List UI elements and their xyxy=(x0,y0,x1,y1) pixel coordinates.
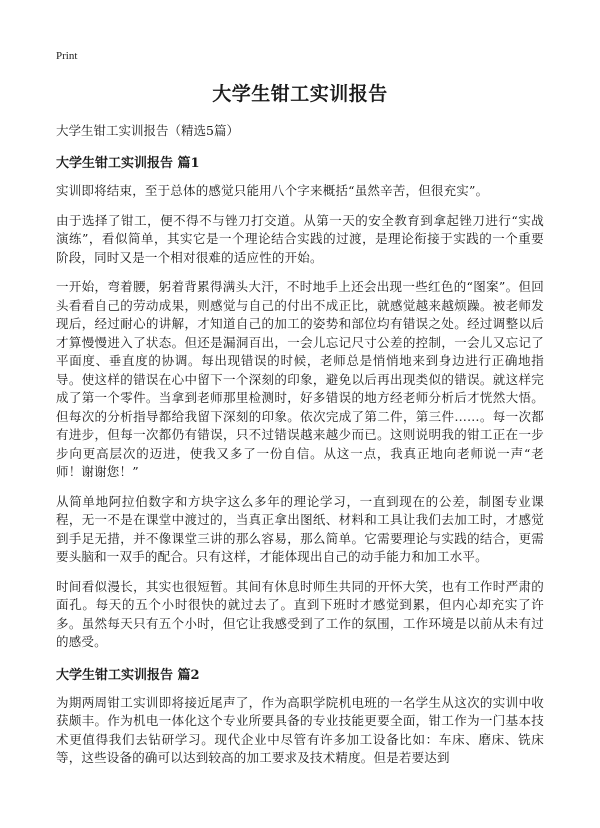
paragraph: 一开始，弯着腰，躬着背累得满头大汗，不时地手上还会出现一些红色的“图案”。但回头看看自己的劳动成果，则感觉与自己的付出不成正比，就感觉越来越烦躁。被老师发现后，经过耐心的讲解，才知道自己的加工的姿势和部位均有错误之处。经过调整以后才算慢慢进入了状态。但还是漏洞百出，一会儿忘记尺寸公差的控制，一会儿又忘记了平面度、垂直度的协调。每出现错误的时候，老师总是悄悄地来到身边进行正确地指导。使这样的错误在心中留下一个深刻的印象，避免以后再出现类似的错误。就这样完成了第一个零件。当拿到老师那里检测时，好多错误的地方经老师分析后才恍然大悟。但每次的分析指导都给我留下深刻的印象。依次完成了第二件，第三件……。每一次都有进步，但每一次都仍有错误，只不过错误越来越少而已。这则说明我的钳工正在一步步向更高层次的迈进，使我又多了一份自信。从这一点，我真正地向老师说一声“老师！谢谢您！” xyxy=(56,279,544,479)
document-title: 大学生钳工实训报告 xyxy=(212,83,388,105)
section-heading-2: 大学生钳工实训报告 篇2 xyxy=(56,667,200,683)
paragraph: 时间看似漫长，其实也很短暂。其间有休息时师生共同的开怀大笑，也有工作时严肃的面孔。每天的五个小时很快的就过去了。直到下班时才感觉到累，但内心却充实了许多。虽然每天只有五个小时，但它让我感受到了工作的氛围，工作环境是以前从未有过的感受。 xyxy=(56,578,544,649)
section-heading-1: 大学生钳工实训报告 篇1 xyxy=(56,156,200,171)
paragraph: 从简单地阿拉伯数字和方块字这么多年的理论学习，一直到现在的公差，制图专业课程，无一不是在课堂中渡过的，当真正拿出图纸、材料和工具让我们去加工时，才感觉到手足无措，并不像课堂三讲的那么容易，那么简单。它需要理论与实践的结合，更需要头脑和一双手的配合。只有这样，才能体现出自己的动手能力和加工水平。 xyxy=(56,493,544,564)
paragraph: 为期两周钳工实训即将接近尾声了，作为高职学院机电班的一名学生从这次的实训中收获颇丰。作为机电一体化这个专业所要具备的专业技能更要全面，钳工作为一门基本技术更值得我们去钻研学习。现代企业中尽管有许多加工设备比如：车床、磨床、铣床等，这些设备的确可以达到较高的加工要求及技术精度。但是若要达到 xyxy=(56,694,544,765)
document-subtitle: 大学生钳工实训报告（精选5篇） xyxy=(56,123,239,138)
paragraph: 由于选择了钳工，便不得不与锉刀打交道。从第一天的安全教育到拿起锉刀进行“实战演练”，看似简单，其实它是一个理论结合实践的过渡，是理论衔接于实践的一个重要阶段，同时又是一个相对很难的适应性的开始。 xyxy=(56,212,544,265)
print-link[interactable]: Print xyxy=(56,50,78,62)
document-page xyxy=(56,74,544,768)
paragraph: 实训即将结束，至于总体的感觉只能用八个字来概括“虽然辛苦，但很充实”。 xyxy=(56,183,489,198)
